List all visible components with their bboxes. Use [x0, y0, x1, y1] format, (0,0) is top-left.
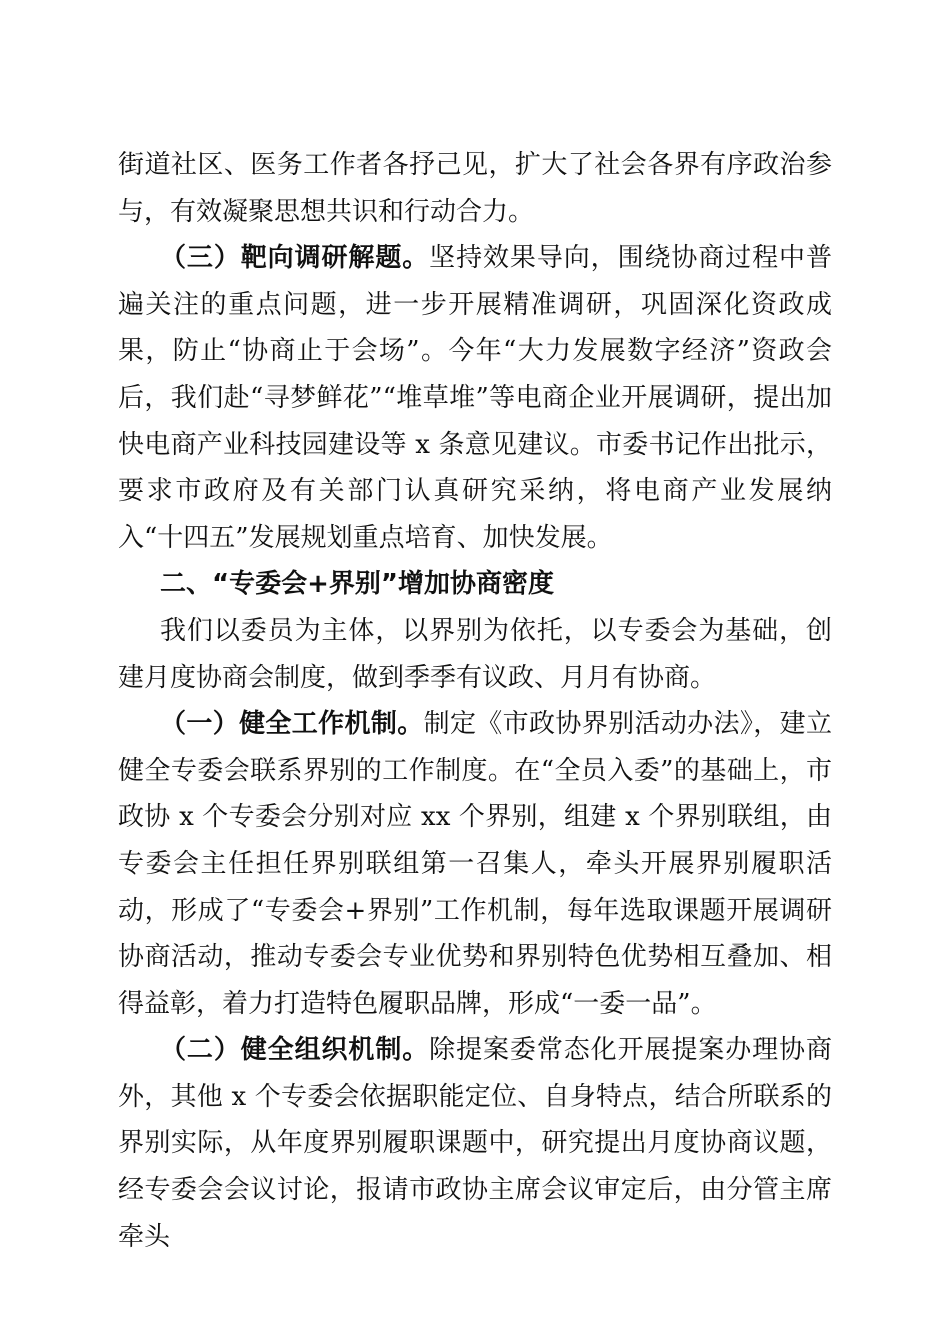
- paragraph-4: [118, 701, 832, 1027]
- paragraph-4-body: 制定《市政协界别活动办法》，建立健全专委会联系界别的工作制度。在“全员入委”的基础上，市政协 x 个专委会分别对应 xx 个界别，组建 x 个界别联组，由专委会主任担任界别联组第一召集人，牵头开展界别履职活动，形成了“专委会+界别”工作机制，每年选取课题开展调研协商活动，推动专委会专业优势和界别特色优势相互叠加、相得益彰，着力打造特色履职品牌，形成“一委一品”。: [118, 709, 832, 1019]
- paragraph-5-lead: （二）健全组织机制。: [160, 1035, 430, 1066]
- document-page: [118, 142, 832, 1260]
- paragraph-5-body: 除提案委常态化开展提案办理协商外，其他 x 个专委会依据职能定位、自身特点，结合所联系的界别实际，从年度界别履职课题中，研究提出月度协商议题，经专委会会议讨论，报请市政协主席会议审定后，由分管主席牵头: [118, 1035, 832, 1252]
- paragraph-5: [118, 1027, 832, 1260]
- paragraph-4-lead: （一）健全工作机制。: [160, 709, 424, 740]
- paragraph-3: 我们以委员为主体，以界别为依托，以专委会为基础，创建月度协商会制度，做到季季有议政、月月有协商。: [118, 615, 832, 693]
- paragraph-2: [118, 235, 832, 561]
- paragraph-2-lead: （三）靶向调研解题。: [160, 243, 430, 274]
- section-heading-2: 二、“专委会+界别”增加协商密度: [160, 569, 554, 600]
- paragraph-1: 街道社区、医务工作者各抒己见，扩大了社会各界有序政治参与，有效凝聚思想共识和行动合力。: [118, 150, 832, 227]
- paragraph-2-body: 坚持效果导向，围绕协商过程中普遍关注的重点问题，进一步开展精准调研，巩固深化资政成果，防止“协商止于会场”。今年“大力发展数字经济”资政会后，我们赴“寻梦鲜花”“堆草堆”等电商企业开展调研，提出加快电商产业科技园建设等 x 条意见建议。市委书记作出批示，要求市政府及有关部门认真研究采纳，将电商产业发展纳入“十四五”发展规划重点培育、加快发展。: [118, 243, 832, 553]
